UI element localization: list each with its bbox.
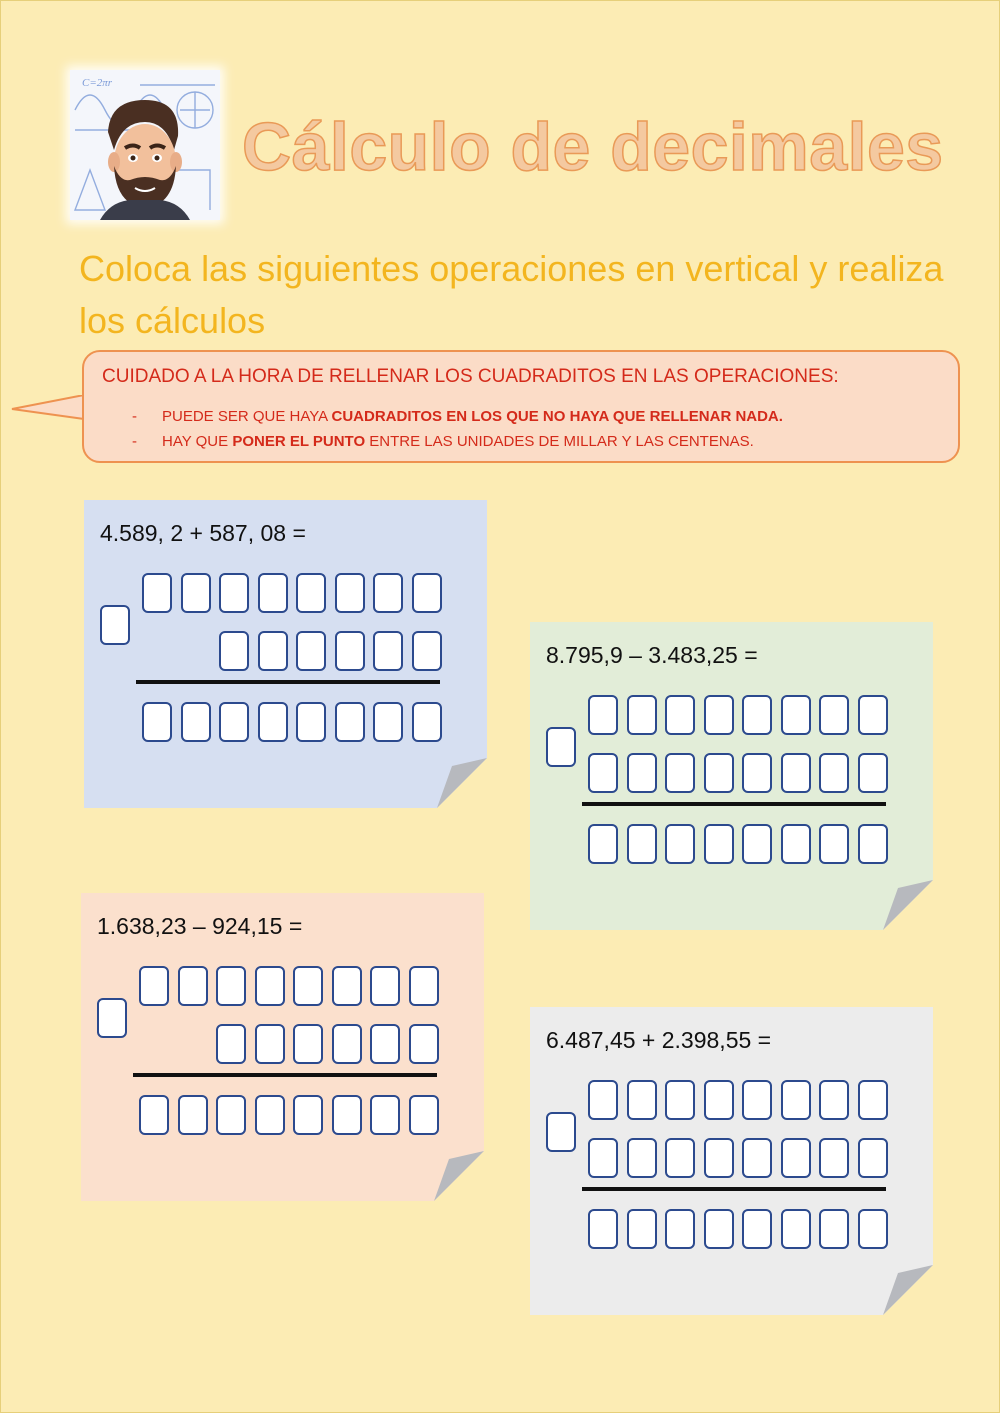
- carry-box[interactable]: [100, 605, 130, 645]
- result-box[interactable]: [258, 702, 288, 742]
- digit-box-row2[interactable]: [409, 1024, 439, 1064]
- result-box[interactable]: [665, 1209, 695, 1249]
- digit-box-row1[interactable]: [332, 966, 362, 1006]
- digit-box-row1[interactable]: [216, 966, 246, 1006]
- digit-box-row1[interactable]: [742, 695, 772, 735]
- svg-text:C=2πr: C=2πr: [82, 77, 113, 89]
- exercise-card: [530, 1007, 933, 1315]
- result-box[interactable]: [142, 702, 172, 742]
- result-box[interactable]: [409, 1095, 439, 1135]
- result-box[interactable]: [412, 702, 442, 742]
- digit-box-row2[interactable]: [781, 753, 811, 793]
- teacher-avatar-icon: [70, 70, 220, 220]
- result-box[interactable]: [781, 824, 811, 864]
- result-box[interactable]: [373, 702, 403, 742]
- callout-bold-text: CUADRADITOS EN LOS QUE NO HAYA QUE RELLENAR NADA.: [331, 408, 783, 425]
- result-box[interactable]: [370, 1095, 400, 1135]
- digit-box-row1[interactable]: [704, 695, 734, 735]
- result-box[interactable]: [858, 824, 888, 864]
- result-box[interactable]: [181, 702, 211, 742]
- callout-list: [102, 408, 783, 458]
- digit-box-row2[interactable]: [216, 1024, 246, 1064]
- digit-box-row2[interactable]: [742, 1138, 772, 1178]
- digit-box-row2[interactable]: [819, 1138, 849, 1178]
- digit-box-row1[interactable]: [219, 573, 249, 613]
- digit-box-row1[interactable]: [258, 573, 288, 613]
- digit-box-row1[interactable]: [627, 1080, 657, 1120]
- digit-box-row2[interactable]: [258, 631, 288, 671]
- digit-box-row2[interactable]: [742, 753, 772, 793]
- result-box[interactable]: [255, 1095, 285, 1135]
- digit-box-row1[interactable]: [588, 695, 618, 735]
- callout-bullet: -: [132, 433, 137, 450]
- exercise-operation: 1.638,23 – 924,15 =: [97, 913, 303, 939]
- result-box[interactable]: [704, 824, 734, 864]
- carry-box[interactable]: [97, 998, 127, 1038]
- result-box[interactable]: [819, 1209, 849, 1249]
- digit-box-row2[interactable]: [332, 1024, 362, 1064]
- digit-box-row1[interactable]: [293, 966, 323, 1006]
- result-box[interactable]: [588, 1209, 618, 1249]
- digit-box-row1[interactable]: [781, 695, 811, 735]
- result-box[interactable]: [332, 1095, 362, 1135]
- digit-box-row2[interactable]: [588, 753, 618, 793]
- callout-item: [102, 408, 783, 433]
- digit-box-row2[interactable]: [781, 1138, 811, 1178]
- digit-box-row1[interactable]: [588, 1080, 618, 1120]
- exercise-card: [84, 500, 487, 808]
- result-box[interactable]: [627, 824, 657, 864]
- digit-box-row2[interactable]: [627, 1138, 657, 1178]
- digit-box-row2[interactable]: [819, 753, 849, 793]
- digit-box-row2[interactable]: [219, 631, 249, 671]
- result-box[interactable]: [216, 1095, 246, 1135]
- digit-box-row2[interactable]: [412, 631, 442, 671]
- result-box[interactable]: [293, 1095, 323, 1135]
- result-box[interactable]: [742, 1209, 772, 1249]
- digit-box-row1[interactable]: [704, 1080, 734, 1120]
- digit-box-row1[interactable]: [665, 695, 695, 735]
- digit-box-row1[interactable]: [819, 695, 849, 735]
- teacher-avatar: [70, 70, 220, 220]
- carry-box[interactable]: [546, 1112, 576, 1152]
- sum-line: [136, 680, 440, 684]
- exercise-card: [81, 893, 484, 1201]
- digit-box-row2[interactable]: [704, 753, 734, 793]
- digit-box-row1[interactable]: [781, 1080, 811, 1120]
- digit-box-row1[interactable]: [178, 966, 208, 1006]
- sum-line: [582, 1187, 886, 1191]
- instructions-text: Coloca las siguientes operaciones en vertical y realiza los cálculos: [79, 248, 944, 341]
- digit-box-row1[interactable]: [296, 573, 326, 613]
- exercise-operation: 8.795,9 – 3.483,25 =: [546, 642, 758, 668]
- result-box[interactable]: [219, 702, 249, 742]
- digit-box-row2[interactable]: [588, 1138, 618, 1178]
- digit-box-row1[interactable]: [627, 695, 657, 735]
- result-box[interactable]: [781, 1209, 811, 1249]
- digit-box-row1[interactable]: [742, 1080, 772, 1120]
- sum-line: [582, 802, 886, 806]
- digit-box-row1[interactable]: [139, 966, 169, 1006]
- carry-box[interactable]: [546, 727, 576, 767]
- digit-box-row1[interactable]: [412, 573, 442, 613]
- digit-box-row2[interactable]: [293, 1024, 323, 1064]
- digit-box-row1[interactable]: [409, 966, 439, 1006]
- sum-line: [133, 1073, 437, 1077]
- digit-box-row1[interactable]: [858, 695, 888, 735]
- digit-box-row1[interactable]: [181, 573, 211, 613]
- callout-item: [102, 433, 783, 458]
- result-box[interactable]: [335, 702, 365, 742]
- digit-box-row1[interactable]: [142, 573, 172, 613]
- digit-box-row2[interactable]: [335, 631, 365, 671]
- digit-box-row2[interactable]: [255, 1024, 285, 1064]
- digit-box-row1[interactable]: [255, 966, 285, 1006]
- digit-box-row1[interactable]: [370, 966, 400, 1006]
- digit-box-row1[interactable]: [665, 1080, 695, 1120]
- digit-box-row2[interactable]: [370, 1024, 400, 1064]
- digit-box-row2[interactable]: [858, 753, 888, 793]
- exercise-card: [530, 622, 933, 930]
- result-box[interactable]: [704, 1209, 734, 1249]
- digit-box-row2[interactable]: [627, 753, 657, 793]
- page-title: Cálculo de decimales: [242, 109, 944, 185]
- digit-box-row2[interactable]: [858, 1138, 888, 1178]
- result-box[interactable]: [819, 824, 849, 864]
- result-box[interactable]: [296, 702, 326, 742]
- callout-tail: [10, 395, 90, 425]
- result-box[interactable]: [139, 1095, 169, 1135]
- exercise-operation: 6.487,45 + 2.398,55 =: [546, 1027, 772, 1053]
- result-box[interactable]: [742, 824, 772, 864]
- result-box[interactable]: [858, 1209, 888, 1249]
- callout-bullet: -: [132, 408, 137, 425]
- callout-text: HAY QUE: [162, 433, 233, 450]
- exercise-operation: 4.589, 2 + 587, 08 =: [100, 520, 306, 546]
- digit-box-row2[interactable]: [296, 631, 326, 671]
- result-box[interactable]: [627, 1209, 657, 1249]
- result-box[interactable]: [588, 824, 618, 864]
- digit-box-row2[interactable]: [704, 1138, 734, 1178]
- digit-box-row1[interactable]: [858, 1080, 888, 1120]
- digit-box-row1[interactable]: [373, 573, 403, 613]
- digit-box-row1[interactable]: [819, 1080, 849, 1120]
- callout-text: ENTRE LAS UNIDADES DE MILLAR Y LAS CENTENAS.: [365, 433, 754, 450]
- callout-text: PUEDE SER QUE HAYA: [162, 408, 332, 425]
- digit-box-row1[interactable]: [335, 573, 365, 613]
- warning-callout: [82, 350, 960, 463]
- result-box[interactable]: [178, 1095, 208, 1135]
- result-box[interactable]: [665, 824, 695, 864]
- digit-box-row2[interactable]: [373, 631, 403, 671]
- digit-box-row2[interactable]: [665, 1138, 695, 1178]
- digit-box-row2[interactable]: [665, 753, 695, 793]
- callout-bold-text: PONER EL PUNTO: [232, 433, 366, 450]
- callout-heading: CUIDADO A LA HORA DE RELLENAR LOS CUADRADITOS EN LAS OPERACIONES:: [102, 366, 839, 387]
